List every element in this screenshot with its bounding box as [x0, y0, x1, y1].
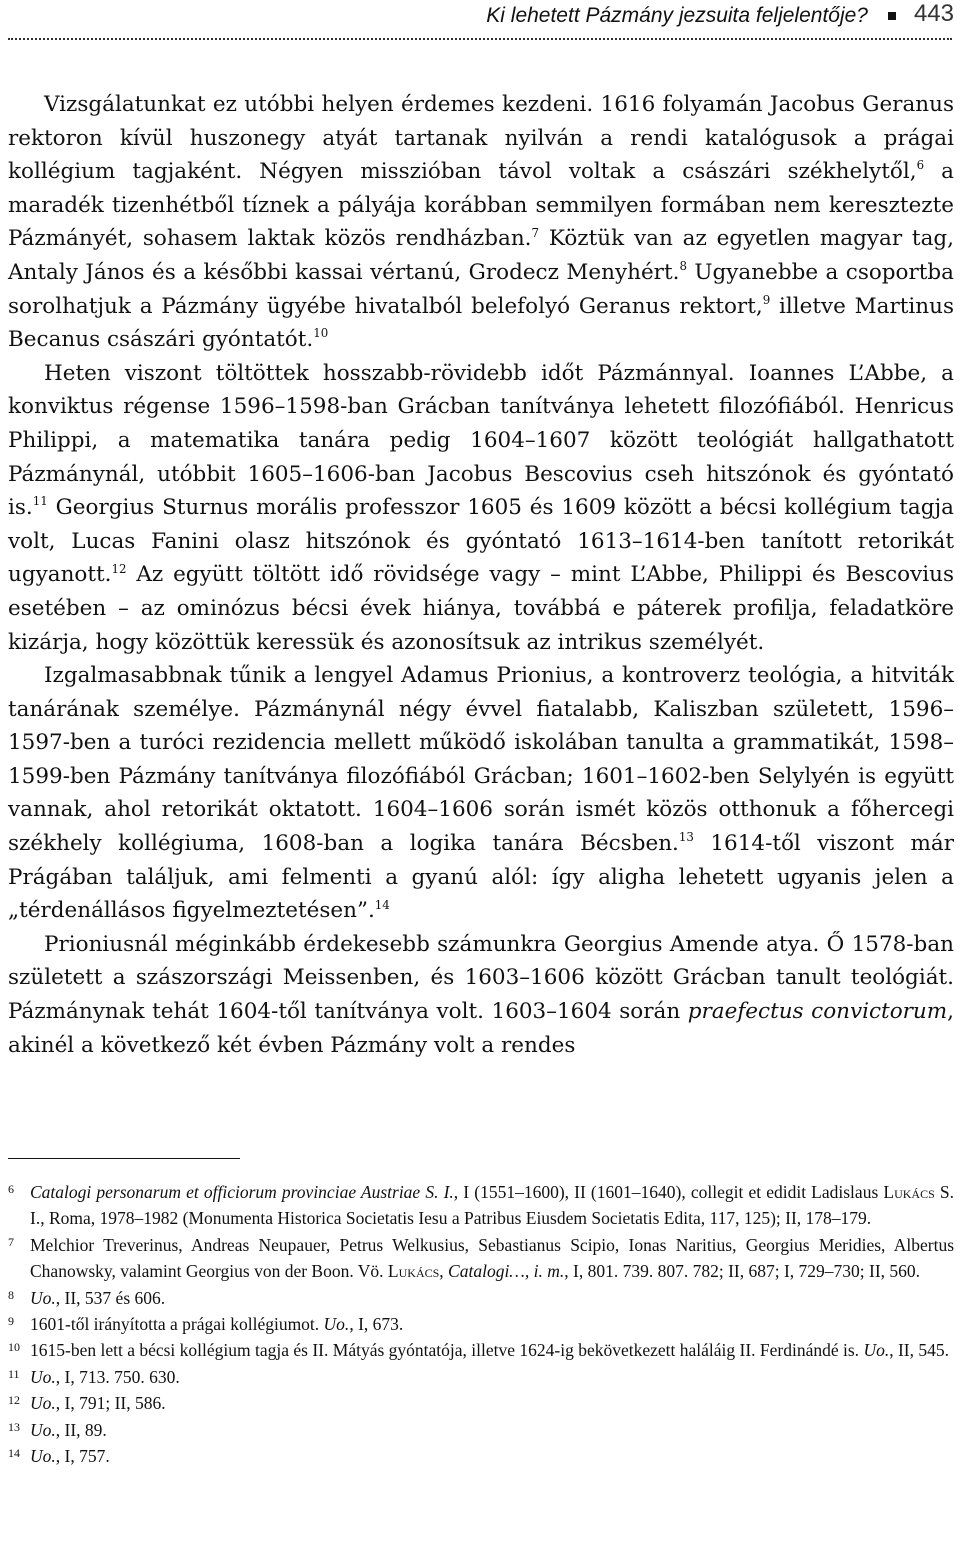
footnote-ref[interactable]: 7 — [531, 225, 540, 240]
author-name: Lukács — [387, 1261, 440, 1282]
footnote-6 — [8, 1179, 954, 1232]
footnote-number: 10 — [8, 1340, 20, 1355]
text-run: , I (1551–1600), II (1601–1640), collegit et edidit Ladislaus — [453, 1182, 884, 1202]
body-text — [8, 88, 954, 1062]
footnote-number: 7 — [8, 1234, 14, 1249]
text-run: Izgalmasabbnak tűnik a lengyel Adamus Prionius, a kontroverz teológia, a hitviták tanárának személye. Pázmánynál négy évvel fiatalabb, Kaliszban született, 1596–1597-ben a turóci rezidencia mellett működő iskolában tanulta a grammatikát, 1598–1599-ben Pázmány tanítványa filozófiából Grácban; 1601–1602-ben Selylyén is együtt vannak, ahol retorikát oktatott. 1604–1606 során ismét közös otthonuk a főhercegi székhely kollégiuma, 1608-ban a logika tanára Bécsben. — [8, 663, 954, 857]
text-run: S. I., Roma, 1978–1982 (Monumenta Historica Societatis Iesu a Patribus Eiusdem Societatis Edita, 117, 125); II, 178–179. — [30, 1182, 955, 1229]
text-run: , I, 673. — [349, 1314, 404, 1335]
text-run: Uo. — [30, 1419, 56, 1440]
text-run: Uo. — [863, 1340, 890, 1361]
paragraph-4 — [8, 928, 954, 1062]
footnote-number: 13 — [8, 1419, 20, 1434]
footnote-rule — [8, 1158, 240, 1159]
footnote-10 — [8, 1337, 954, 1363]
latin-term: praefectus convictorum — [687, 999, 948, 1025]
text-run: Uo. — [30, 1287, 56, 1308]
footnote-ref[interactable]: 13 — [678, 830, 694, 845]
text-run: Catalogi…, i. m. — [448, 1261, 565, 1282]
text-run: 1615-ben lett a bécsi kollégium tagja és II. Mátyás gyóntatója, illetve 1624-ig bekövetkezett haláláig II. Ferdinándé is. — [30, 1340, 864, 1361]
footnote-14 — [8, 1443, 954, 1469]
paragraph-2 — [8, 357, 954, 659]
separator-square-icon — [888, 12, 896, 20]
text-run: , II, 537 és 606. — [55, 1287, 166, 1308]
page-header — [0, 0, 960, 40]
text-run: Köztük van az egyetlen magyar tag, Antaly János és a későbbi kassai vértanú, Grodecz Menyhért. — [8, 226, 954, 285]
footnote-number: 11 — [8, 1366, 20, 1381]
footnote-number: 6 — [8, 1182, 14, 1196]
text-run: , akinél a következő két évben Pázmány volt a rendes — [8, 999, 954, 1058]
text-run: illetve Martinus Becanus császári gyóntatót. — [8, 293, 954, 353]
footnote-8 — [8, 1285, 954, 1311]
text-run: , II, 545. — [889, 1340, 949, 1361]
text-run: Georgius Sturnus morális professzor 1605 és 1609 között a bécsi kollégium tagja volt, Lucas Fanini olasz hitszónok és gyóntató 1613–1614-ben tanított retorikát ugyanott. — [8, 495, 954, 588]
text-run: , I, 757. — [55, 1446, 110, 1467]
text-run: a maradék tizenhétből tíznek a pályája korábban semmilyen formában nem keresztezte Pázmányét, sohasem laktak közös rendházban. — [8, 159, 954, 252]
text-run: Az együtt töltött idő rövidsége vagy – mint L’Abbe, Philippi és Bescovius esetében – az ominózus bécsi évek hiánya, továbbá e páterek profilja, feladatköre kizárja, hogy közöttük keressük és azonosítsuk az intrikus személyét. — [8, 562, 954, 655]
footnote-11 — [8, 1364, 954, 1390]
footnote-number: 9 — [8, 1314, 14, 1329]
footnote-ref[interactable]: 14 — [374, 897, 390, 912]
text-run: Catalogi personarum et officiorum provinciae Austriae S. I. — [30, 1182, 454, 1202]
header-dotted-rule — [8, 38, 952, 40]
text-run: Melchior Treverinus, Andreas Neupauer, Petrus Welkusius, Sebastianus Scipio, Ionas Naritius, Georgius Meridies, Albertus Chanowsky, valamint Georgius von der Boon. Vö. — [30, 1234, 954, 1282]
footnote-ref[interactable]: 12 — [111, 561, 127, 576]
footnote-ref[interactable]: 6 — [916, 158, 925, 173]
footnote-12 — [8, 1390, 954, 1416]
footnote-number: 12 — [8, 1393, 20, 1408]
footnote-number: 8 — [8, 1287, 14, 1302]
author-name: Lukács — [883, 1182, 935, 1202]
text-run: , II, 89. — [55, 1419, 107, 1440]
text-run: , I, 713. 750. 630. — [55, 1366, 180, 1387]
running-title: Ki lehetett Pázmány jezsuita feljelentője? — [486, 4, 868, 27]
text-run: Heten viszont töltöttek hosszabb-rövidebb időt Pázmánnyal. Ioannes L’Abbe, a konviktus régense 1596–1598-ban Grácban tanítványa lehetett filozófiából. Henricus Philippi, a matematika tanára pedig 1604–1607 között teológiát hallgathatott Pázmánynál, utóbbit 1605–1606-ban Jacobus Bescovius cseh hitszónok és gyóntató is. — [8, 360, 954, 521]
text-run: , I, 791; II, 586. — [55, 1393, 166, 1414]
text-run: Ugyanebbe a csoportba sorolhatjuk a Pázmány ügyébe hivatalból belefolyó Geranus rektort, — [8, 259, 954, 319]
text-run: Prioniusnál méginkább érdekesebb számunkra Georgius Amende atya. Ő 1578-ban született a szászországi Meissenben, és 1603–1606 között Grácban tanult teológiát. Pázmánynak tehát 1604-től tanítványa volt. 1603–1604 során — [8, 931, 954, 1025]
text-run: 1614-től viszont már Prágában találjuk, ami felmenti a gyanú alól: így aligha lehetett ugyanis jelen a „térdenállásos figyelmeztetésen”. — [8, 831, 955, 924]
footnote-number: 14 — [8, 1446, 20, 1461]
footnotes — [8, 1179, 954, 1469]
footnote-13 — [8, 1417, 954, 1443]
text-run: Uo. — [323, 1314, 350, 1335]
text-run: Uo. — [30, 1366, 56, 1387]
footnote-ref[interactable]: 10 — [313, 326, 329, 341]
text-run: , I, 801. 739. 807. 782; II, 687; I, 729–730; II, 560. — [564, 1261, 921, 1282]
text-run: Uo. — [30, 1446, 56, 1467]
footnote-9 — [8, 1311, 954, 1337]
text-run: , — [439, 1261, 449, 1282]
footnote-ref[interactable]: 11 — [32, 494, 48, 509]
page-number: 443 — [913, 0, 954, 27]
text-run: Vizsgálatunkat ez utóbbi helyen érdemes kezdeni. 1616 folyamán Jacobus Geranus rektoron kívül huszonegy atyát tartanak nyilván a rendi katalógusok a prágai kollégium tagjaként. Négyen misszióban távol voltak a császári székhelytől, — [8, 92, 954, 185]
text-run: 1601-től irányította a prágai kollégiumot. — [30, 1314, 324, 1335]
footnote-7 — [8, 1232, 954, 1285]
footnote-ref[interactable]: 8 — [679, 259, 687, 274]
text-run: Uo. — [30, 1393, 56, 1414]
footnote-ref[interactable]: 9 — [762, 292, 771, 307]
paragraph-1 — [8, 88, 954, 357]
paragraph-3 — [8, 659, 954, 928]
